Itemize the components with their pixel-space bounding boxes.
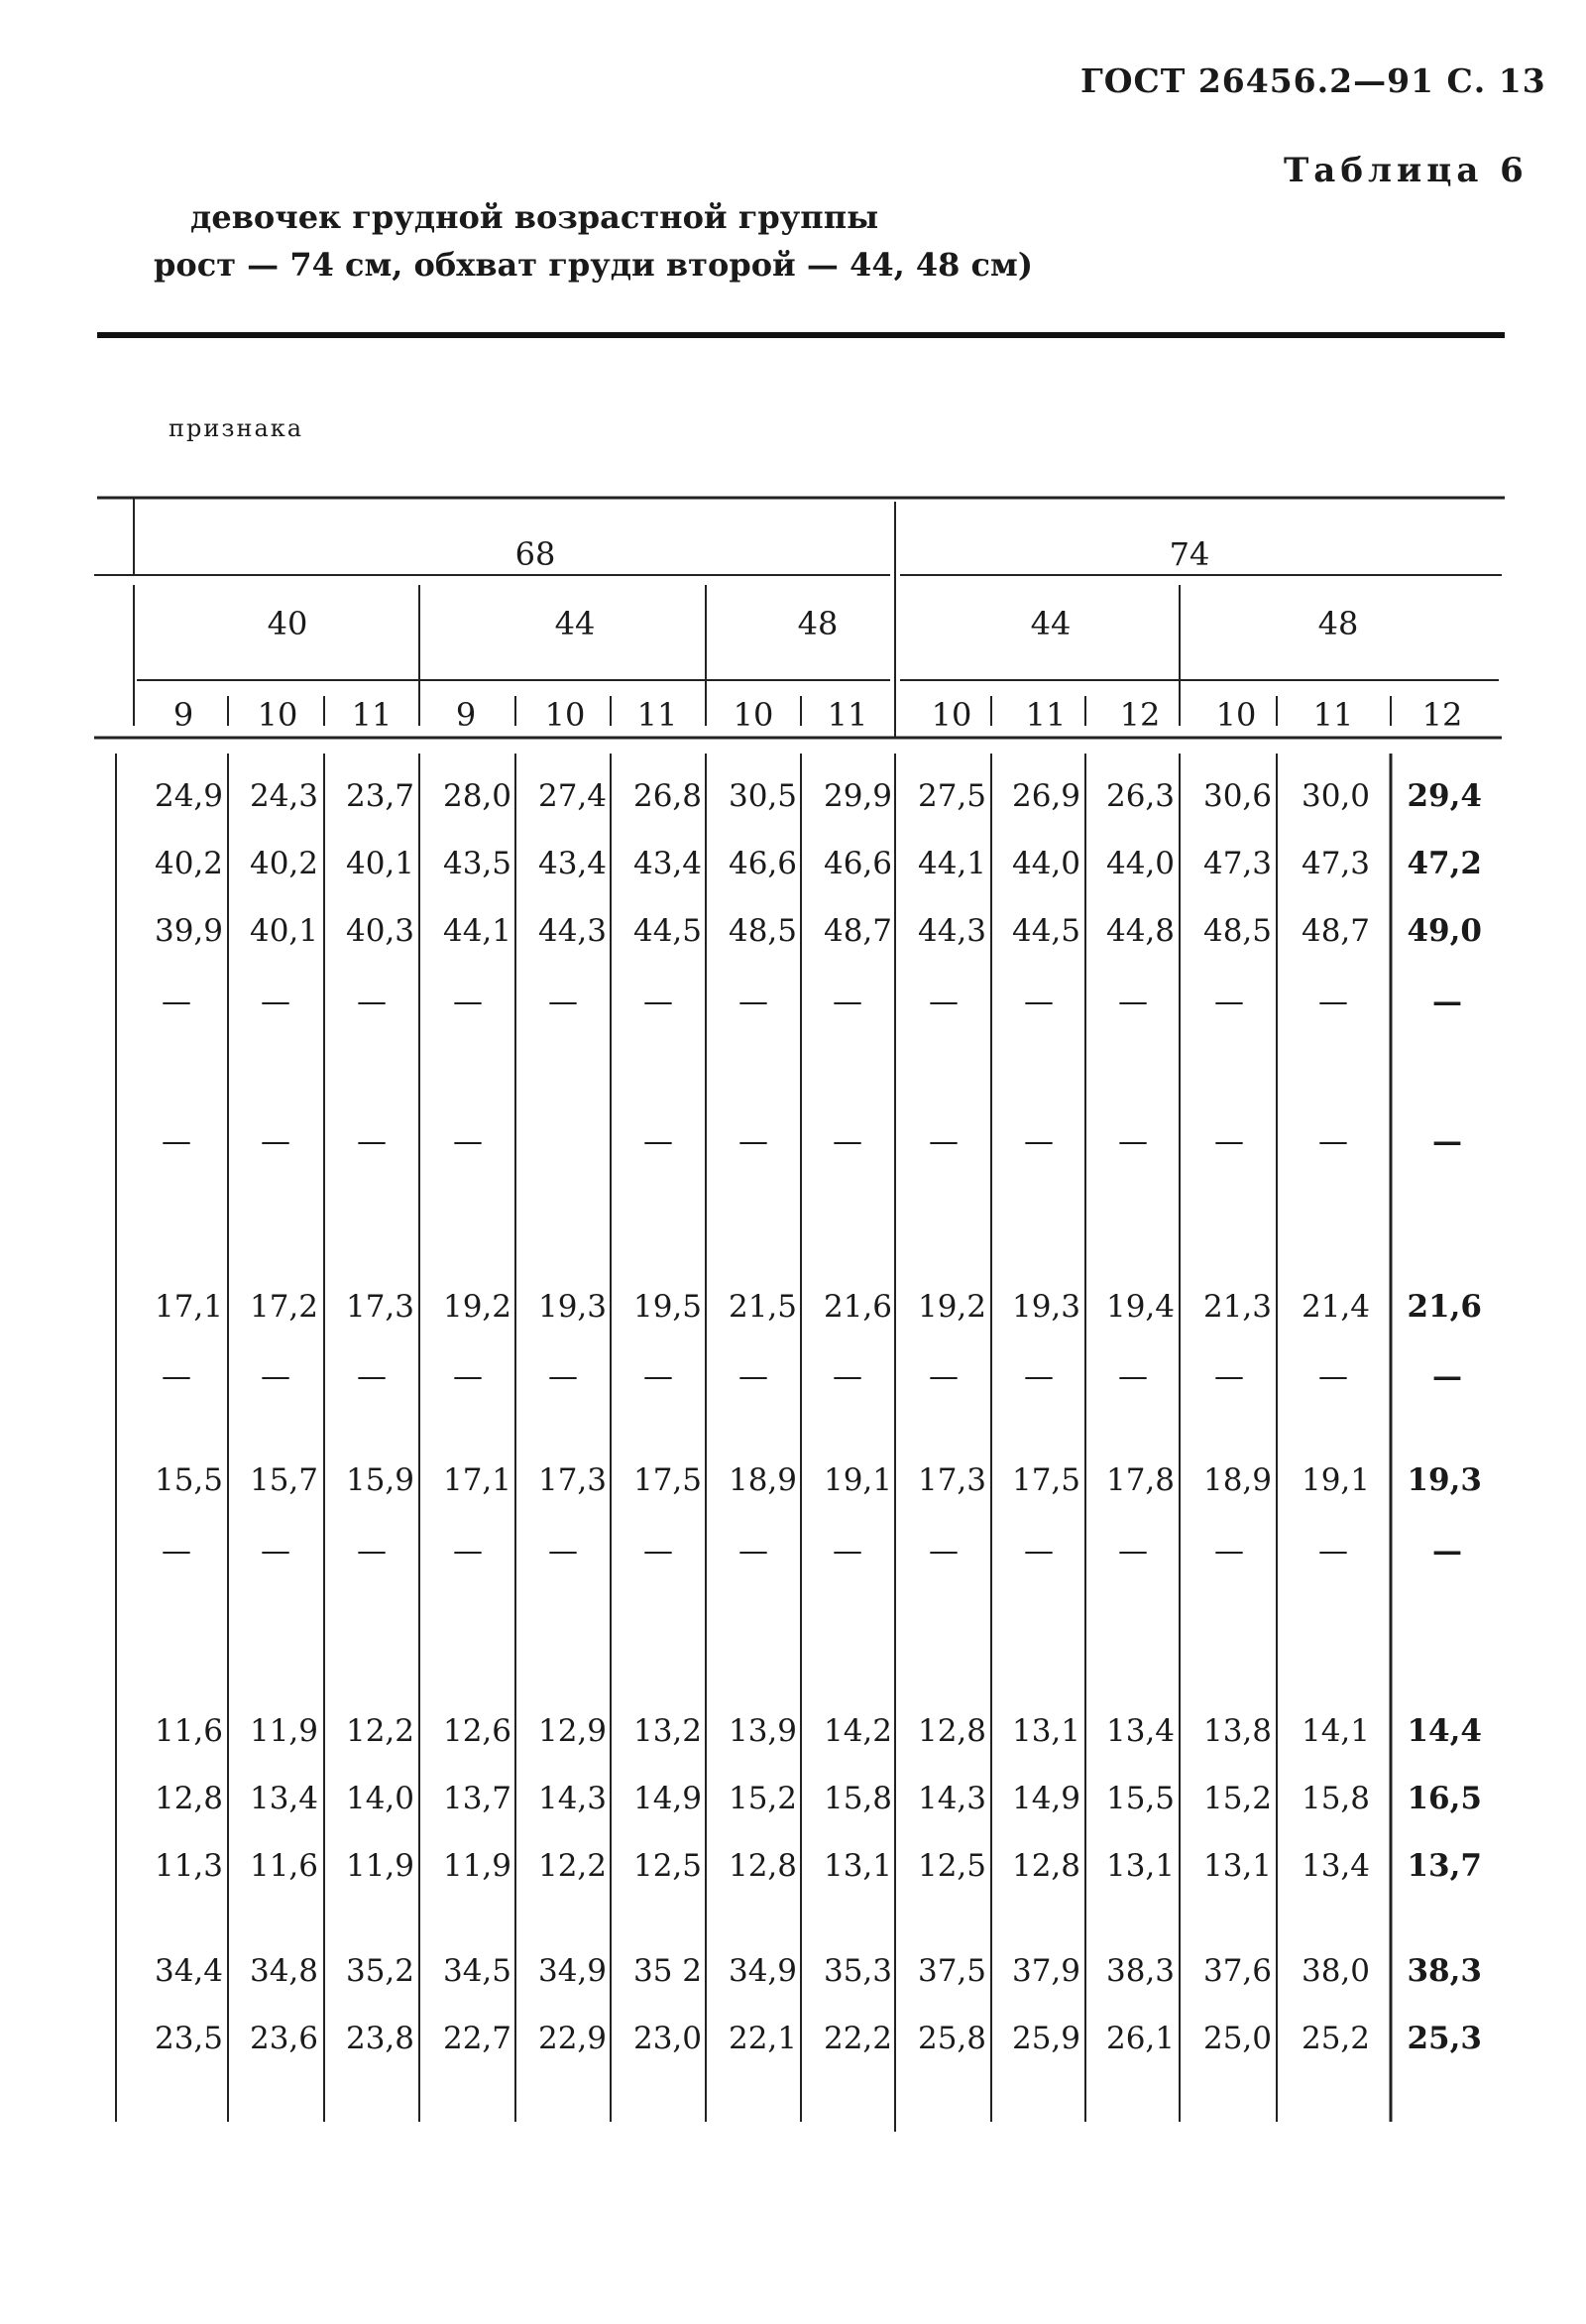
table-cell: —: [1214, 1124, 1244, 1159]
chest-68-48-label: 48: [797, 605, 839, 642]
table-cell: —: [357, 985, 387, 1019]
table-cell: —: [357, 1359, 387, 1394]
waist-label: 10: [544, 696, 586, 734]
table-cell: 40,1: [249, 913, 318, 949]
table-cell: 14,1: [1301, 1713, 1370, 1749]
table-cell: 23,7: [345, 778, 414, 814]
table-cell: 13,8: [1202, 1713, 1272, 1749]
table-cell: 14,9: [632, 1781, 702, 1816]
table-cell: 37,6: [1202, 1953, 1272, 1989]
table-cell: 15,8: [823, 1781, 892, 1816]
table-cell: 40,2: [249, 846, 318, 881]
table-cell: —: [643, 1359, 673, 1394]
table-cell: —: [1118, 1124, 1148, 1159]
table-cell: 12,2: [345, 1713, 414, 1749]
table-cell: —: [1024, 985, 1054, 1019]
table-cell: —: [1318, 1124, 1348, 1159]
table-cell: —: [833, 985, 862, 1019]
waist-label: 11: [351, 696, 393, 734]
table-cell: 21,6: [1407, 1289, 1482, 1325]
table-cell: —: [1118, 985, 1148, 1019]
table-cell: 46,6: [823, 846, 892, 881]
table-cell: 44,5: [632, 913, 702, 949]
table-cell: —: [929, 1124, 959, 1159]
waist-label: 10: [257, 696, 298, 734]
waist-label: 12: [1421, 696, 1463, 734]
table-cell: —: [261, 985, 290, 1019]
table-cell: 12,8: [154, 1781, 223, 1816]
table-cell: 11,9: [345, 1848, 414, 1884]
table-cell: —: [162, 1124, 191, 1159]
table-cell: 17,3: [537, 1462, 607, 1498]
table-cell: 18,9: [728, 1462, 797, 1498]
table-cell: 12,8: [1011, 1848, 1080, 1884]
waist-label: 12: [1119, 696, 1161, 734]
waist-label: 9: [455, 696, 477, 734]
table-cell: —: [1024, 1359, 1054, 1394]
table-cell: —: [453, 1359, 483, 1394]
table-number-label: Таблица 6: [1284, 151, 1529, 190]
table-cell: —: [357, 1534, 387, 1569]
table-cell: 44,3: [917, 913, 986, 949]
table-cell: 15,5: [154, 1462, 223, 1498]
table-cell: 12,5: [632, 1848, 702, 1884]
table-cell: 13,4: [249, 1781, 318, 1816]
height-74-label: 74: [1169, 535, 1210, 573]
table-cell: —: [1432, 985, 1462, 1019]
table-cell: 12,9: [537, 1713, 607, 1749]
table-cell: 11,6: [249, 1848, 318, 1884]
table-cell: —: [162, 1534, 191, 1569]
table-cell: 24,3: [249, 778, 318, 814]
table-cell: 48,7: [1301, 913, 1370, 949]
table-cell: 40,3: [345, 913, 414, 949]
table-cell: 17,5: [632, 1462, 702, 1498]
table-caption-line-2: рост — 74 см, обхват груди второй — 44, 48 см): [154, 246, 1033, 284]
table-cell: 47,3: [1301, 846, 1370, 881]
table-cell: 40,2: [154, 846, 223, 881]
table-cell: 21,3: [1202, 1289, 1272, 1325]
waist-label: 11: [1025, 696, 1067, 734]
table-cell: 19,2: [917, 1289, 986, 1325]
table-cell: 23,5: [154, 2021, 223, 2056]
table-cell: 27,4: [537, 778, 607, 814]
table-cell: —: [1318, 985, 1348, 1019]
table-cell: 22,9: [537, 2021, 607, 2056]
table-cell: 21,6: [823, 1289, 892, 1325]
table-cell: 14,0: [345, 1781, 414, 1816]
table-cell: 38,3: [1407, 1953, 1482, 1989]
table-cell: 14,4: [1407, 1713, 1482, 1749]
table-cell: —: [643, 1534, 673, 1569]
table-cell: —: [833, 1124, 862, 1159]
table-cell: —: [929, 1359, 959, 1394]
table-cell: 17,3: [917, 1462, 986, 1498]
table-cell: 26,3: [1105, 778, 1175, 814]
table-cell: —: [1318, 1534, 1348, 1569]
table-cell: 19,2: [442, 1289, 511, 1325]
table-cell: —: [1318, 1359, 1348, 1394]
chest-74-48-label: 48: [1317, 605, 1359, 642]
table-cell: 25,8: [917, 2021, 986, 2056]
table-cell: —: [1024, 1124, 1054, 1159]
table-cell: 15,9: [345, 1462, 414, 1498]
table-cell: 17,1: [442, 1462, 511, 1498]
chest-68-44-label: 44: [554, 605, 596, 642]
table-cell: 13,1: [1202, 1848, 1272, 1884]
waist-label: 11: [1312, 696, 1354, 734]
table-cell: 26,9: [1011, 778, 1080, 814]
table-cell: 46,6: [728, 846, 797, 881]
table-cell: 19,3: [1407, 1462, 1482, 1498]
table-cell: 24,9: [154, 778, 223, 814]
table-cell: 19,3: [1011, 1289, 1080, 1325]
table-cell: 19,1: [823, 1462, 892, 1498]
table-caption-line-1: девочек грудной возрастной группы: [190, 198, 879, 236]
table-cell: —: [929, 1534, 959, 1569]
table-cell: 19,1: [1301, 1462, 1370, 1498]
table-cell: 29,9: [823, 778, 892, 814]
table-cell: 11,9: [442, 1848, 511, 1884]
table-cell: 14,2: [823, 1713, 892, 1749]
table-cell: —: [1432, 1124, 1462, 1159]
table-cell: —: [162, 985, 191, 1019]
table-cell: —: [738, 1124, 768, 1159]
table-cell: 13,4: [1105, 1713, 1175, 1749]
table-cell: 17,5: [1011, 1462, 1080, 1498]
table-cell: 19,5: [632, 1289, 702, 1325]
trait-column-label: признака: [169, 414, 304, 442]
table-cell: 37,5: [917, 1953, 986, 1989]
table-cell: 49,0: [1407, 913, 1482, 949]
table-cell: 48,5: [728, 913, 797, 949]
table-cell: 43,4: [537, 846, 607, 881]
table-cell: 23,0: [632, 2021, 702, 2056]
table-cell: 44,3: [537, 913, 607, 949]
table-cell: 14,3: [917, 1781, 986, 1816]
chest-74-44-label: 44: [1030, 605, 1072, 642]
table-cell: 23,6: [249, 2021, 318, 2056]
waist-label: 10: [733, 696, 774, 734]
table-cell: 44,5: [1011, 913, 1080, 949]
table-cell: —: [453, 985, 483, 1019]
table-cell: 34,9: [537, 1953, 607, 1989]
table-cell: —: [738, 1534, 768, 1569]
table-cell: —: [1432, 1359, 1462, 1394]
table-cell: 17,8: [1105, 1462, 1175, 1498]
table-cell: 29,4: [1407, 778, 1482, 814]
table-cell: 12,2: [537, 1848, 607, 1884]
table-cell: —: [643, 1124, 673, 1159]
table-cell: 44,8: [1105, 913, 1175, 949]
table-cell: 13,4: [1301, 1848, 1370, 1884]
table-cell: 27,5: [917, 778, 986, 814]
table-cell: 19,4: [1105, 1289, 1175, 1325]
table-cell: 44,1: [917, 846, 986, 881]
table-cell: 15,8: [1301, 1781, 1370, 1816]
table-cell: 17,3: [345, 1289, 414, 1325]
table-cell: 13,2: [632, 1713, 702, 1749]
table-cell: 28,0: [442, 778, 511, 814]
table-cell: 44,0: [1011, 846, 1080, 881]
table-cell: 13,1: [1011, 1713, 1080, 1749]
waist-label: 11: [636, 696, 678, 734]
table-cell: 14,9: [1011, 1781, 1080, 1816]
table-cell: 17,1: [154, 1289, 223, 1325]
table-cell: —: [1118, 1359, 1148, 1394]
table-cell: 34,5: [442, 1953, 511, 1989]
table-cell: 19,3: [537, 1289, 607, 1325]
table-cell: —: [453, 1124, 483, 1159]
page-header-doc-ref: ГОСТ 26456.2—91 С. 13: [1080, 61, 1546, 100]
table-cell: 12,8: [728, 1848, 797, 1884]
table-cell: 12,8: [917, 1713, 986, 1749]
table-cell: 35 2: [632, 1953, 702, 1989]
table-cell: 16,5: [1407, 1781, 1482, 1816]
table-cell: 15,7: [249, 1462, 318, 1498]
table-cell: 34,9: [728, 1953, 797, 1989]
table-cell: 47,2: [1407, 846, 1482, 881]
table-cell: 25,2: [1301, 2021, 1370, 2056]
table-cell: —: [1214, 985, 1244, 1019]
table-cell: —: [261, 1124, 290, 1159]
table-cell: 11,9: [249, 1713, 318, 1749]
table-cell: —: [357, 1124, 387, 1159]
table-cell: —: [162, 1359, 191, 1394]
table-cell: 44,1: [442, 913, 511, 949]
table-cell: 22,7: [442, 2021, 511, 2056]
table-cell: 38,3: [1105, 1953, 1175, 1989]
table-cell: —: [453, 1534, 483, 1569]
table-cell: —: [738, 985, 768, 1019]
table-cell: 47,3: [1202, 846, 1272, 881]
table-cell: 48,7: [823, 913, 892, 949]
waist-label: 11: [827, 696, 868, 734]
table-cell: —: [548, 985, 578, 1019]
table-cell: 35,2: [345, 1953, 414, 1989]
waist-label: 10: [1215, 696, 1257, 734]
table-cell: 48,5: [1202, 913, 1272, 949]
table-cell: 15,5: [1105, 1781, 1175, 1816]
waist-label: 10: [931, 696, 972, 734]
table-cell: 11,3: [154, 1848, 223, 1884]
table-cell: 37,9: [1011, 1953, 1080, 1989]
table-cell: —: [643, 985, 673, 1019]
table-cell: 30,5: [728, 778, 797, 814]
table-cell: 13,7: [1407, 1848, 1482, 1884]
height-68-label: 68: [514, 535, 556, 573]
table-cell: —: [833, 1359, 862, 1394]
waist-label: 9: [172, 696, 194, 734]
table-cell: 22,2: [823, 2021, 892, 2056]
table-cell: 21,4: [1301, 1289, 1370, 1325]
table-cell: —: [1024, 1534, 1054, 1569]
table-cell: —: [1214, 1534, 1244, 1569]
table-cell: 34,8: [249, 1953, 318, 1989]
table-cell: 26,1: [1105, 2021, 1175, 2056]
table-cell: 15,2: [1202, 1781, 1272, 1816]
table-cell: 43,4: [632, 846, 702, 881]
table-cell: —: [1432, 1534, 1462, 1569]
table-cell: 12,6: [442, 1713, 511, 1749]
table-cell: 34,4: [154, 1953, 223, 1989]
table-cell: —: [1214, 1359, 1244, 1394]
table-cell: 13,7: [442, 1781, 511, 1816]
table-cell: 38,0: [1301, 1953, 1370, 1989]
table-cell: 23,8: [345, 2021, 414, 2056]
table-cell: 35,3: [823, 1953, 892, 1989]
table-cell: 12,5: [917, 1848, 986, 1884]
table-cell: 22,1: [728, 2021, 797, 2056]
chest-68-40-label: 40: [267, 605, 308, 642]
table-cell: 13,1: [823, 1848, 892, 1884]
table-cell: 13,9: [728, 1713, 797, 1749]
table-cell: 17,2: [249, 1289, 318, 1325]
table-cell: 11,6: [154, 1713, 223, 1749]
table-cell: 26,8: [632, 778, 702, 814]
table-cell: 15,2: [728, 1781, 797, 1816]
table-cell: —: [738, 1359, 768, 1394]
table-cell: —: [548, 1534, 578, 1569]
table-cell: —: [261, 1534, 290, 1569]
table-cell: 25,3: [1407, 2021, 1482, 2056]
table-cell: —: [929, 985, 959, 1019]
table-cell: 39,9: [154, 913, 223, 949]
table-cell: 43,5: [442, 846, 511, 881]
table-cell: —: [548, 1359, 578, 1394]
table-cell: 14,3: [537, 1781, 607, 1816]
table-cell: 30,6: [1202, 778, 1272, 814]
table-cell: 25,0: [1202, 2021, 1272, 2056]
table-cell: 13,1: [1105, 1848, 1175, 1884]
table-cell: —: [833, 1534, 862, 1569]
table-cell: 40,1: [345, 846, 414, 881]
table-cell: 44,0: [1105, 846, 1175, 881]
table-cell: 30,0: [1301, 778, 1370, 814]
table-cell: 18,9: [1202, 1462, 1272, 1498]
table-cell: 21,5: [728, 1289, 797, 1325]
table-cell: —: [261, 1359, 290, 1394]
table-cell: —: [1118, 1534, 1148, 1569]
table-cell: 25,9: [1011, 2021, 1080, 2056]
